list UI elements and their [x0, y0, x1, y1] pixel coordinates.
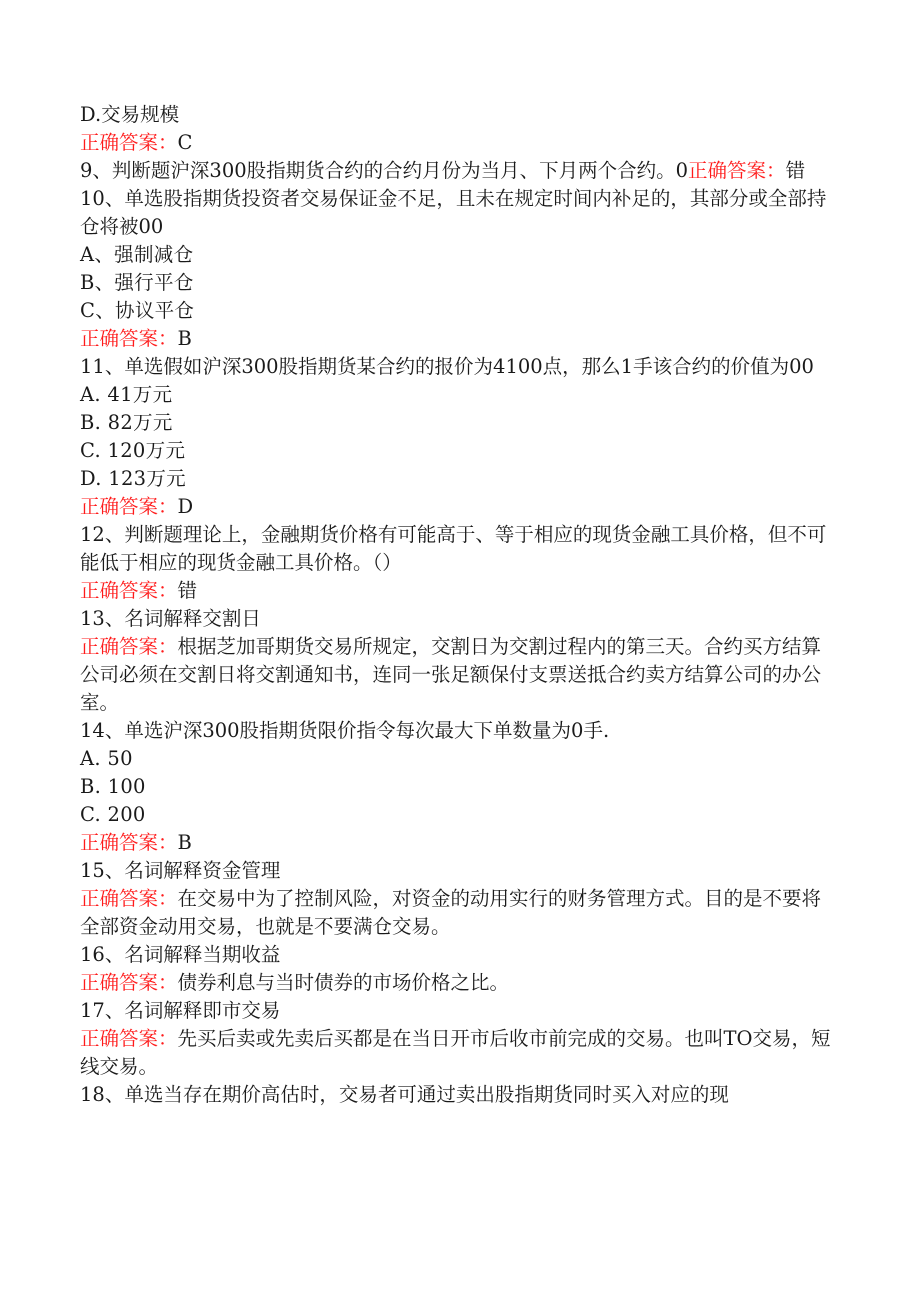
answer-line: 正确答案：B — [80, 327, 192, 350]
question-14: 14、单选沪深300股指期货限价指令每次最大下单数量为0手. — [80, 719, 610, 742]
question-11: 11、单选假如沪深300股指期货某合约的报价为4100点，那么1手该合约的价值为00 — [80, 355, 814, 378]
option-line: A、强制减仓 — [80, 243, 194, 266]
option-line: B. 100 — [80, 775, 146, 798]
answer-label: 正确答案： — [80, 887, 178, 910]
answer-line: 正确答案：B — [80, 831, 192, 854]
answer-label: 正确答案： — [688, 159, 786, 182]
document-body — [80, 101, 840, 1109]
question-13: 13、名词解释交割日 — [80, 607, 261, 630]
question-18: 18、单选当存在期价高估时，交易者可通过卖出股指期货同时买入对应的现 — [80, 1083, 729, 1106]
answer-line: 正确答案：D — [80, 495, 194, 518]
question-9: 9、判断题沪深300股指期货合约的合约月份为当月、下月两个合约。0正确答案：错 — [80, 159, 806, 182]
answer-label: 正确答案： — [80, 579, 178, 602]
option-line: D. 123万元 — [80, 467, 186, 490]
answer-label: 正确答案： — [80, 327, 178, 350]
answer-line: 正确答案：债券利息与当时债券的市场价格之比。 — [80, 971, 510, 994]
option-line: A. 50 — [80, 747, 133, 770]
answer-label: 正确答案： — [80, 635, 178, 658]
answer-line: 正确答案：先买后卖或先卖后买都是在当日开市后收市前完成的交易。也叫TO交易，短线交易。 — [80, 1027, 831, 1078]
option-line: C、协议平仓 — [80, 299, 195, 322]
question-10: 10、单选股指期货投资者交易保证金不足，且未在规定时间内补足的，其部分或全部持仓将被00 — [80, 187, 827, 238]
answer-line: 正确答案：在交易中为了控制风险，对资金的动用实行的财务管理方式。目的是不要将全部资金动用交易，也就是不要满仓交易。 — [80, 887, 822, 938]
answer-label: 正确答案： — [80, 971, 178, 994]
question-16: 16、名词解释当期收益 — [80, 943, 281, 966]
answer-line: 正确答案：C — [80, 131, 193, 154]
answer-line: 正确答案：根据芝加哥期货交易所规定，交割日为交割过程内的第三天。合约买方结算公司必须在交割日将交割通知书，连同一张足额保付支票送抵合约卖方结算公司的办公室。 — [80, 635, 822, 714]
answer-label: 正确答案： — [80, 131, 178, 154]
option-line: B. 82万元 — [80, 411, 173, 434]
answer-line: 正确答案：错 — [80, 579, 198, 602]
question-17: 17、名词解释即市交易 — [80, 999, 281, 1022]
answer-label: 正确答案： — [80, 1027, 178, 1050]
option-line: B、强行平仓 — [80, 271, 194, 294]
option-line: A. 41万元 — [80, 383, 173, 406]
answer-label: 正确答案： — [80, 831, 178, 854]
option-line: C. 200 — [80, 803, 146, 826]
option-line: C. 120万元 — [80, 439, 186, 462]
option-line: D.交易规模 — [80, 103, 180, 126]
question-12: 12、判断题理论上，金融期货价格有可能高于、等于相应的现货金融工具价格，但不可能低于相应的现货金融工具价格。（） — [80, 523, 827, 574]
question-15: 15、名词解释资金管理 — [80, 859, 281, 882]
answer-label: 正确答案： — [80, 495, 178, 518]
